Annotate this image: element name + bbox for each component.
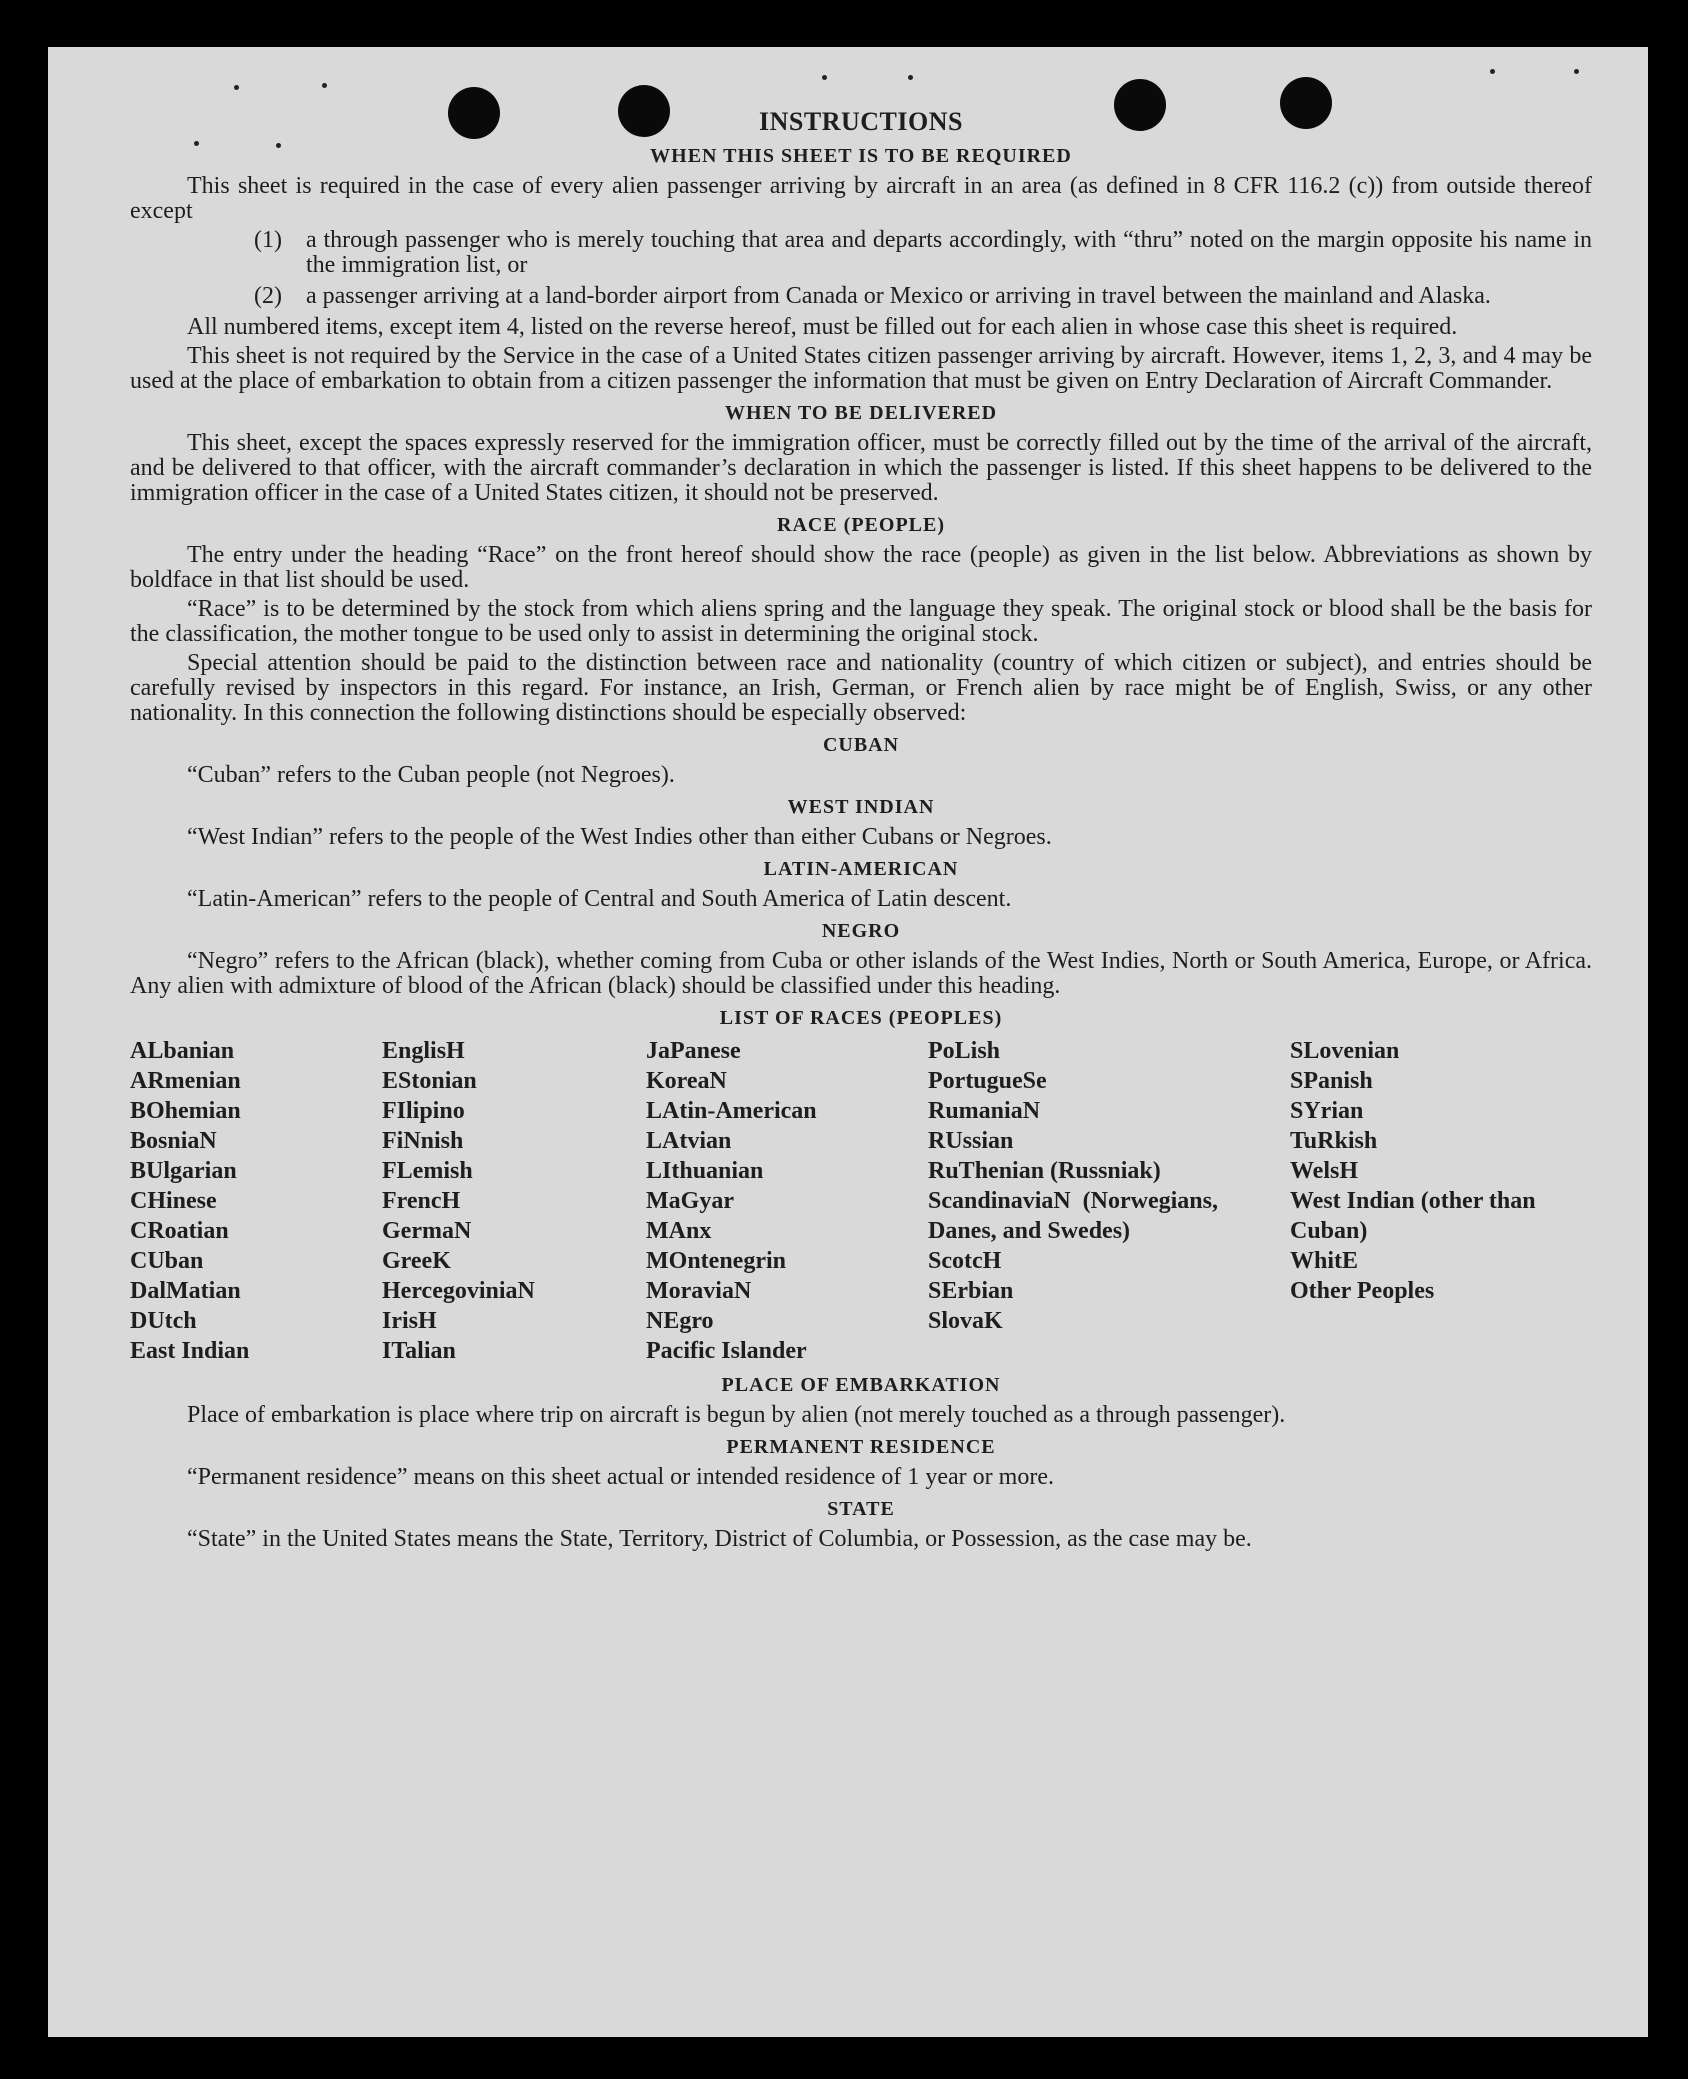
race-item: ITalian <box>382 1338 456 1364</box>
paragraph: “West Indian” refers to the people of the West Indies other than either Cubans or Negroes. <box>187 824 1052 850</box>
section-heading: NEGRO <box>821 920 901 942</box>
race-item: BUlgarian <box>130 1158 237 1184</box>
race-item: CHinese <box>130 1188 217 1214</box>
race-item: LAtin-American <box>646 1098 817 1124</box>
paragraph: Special attention should be paid to the distinction between race and nationality (country of which citizen or subject), and entries should be carefully revised by inspectors in this regard. For instance, an Irish, German, or French alien by race might be of English, Swiss, or any other nationality. In this connection the following distinctions should be especially observed: <box>130 650 1592 726</box>
race-item: Pacific Islander <box>646 1338 807 1364</box>
paragraph: This sheet is required in the case of every alien passenger arriving by aircraft in an area (as defined in 8 CFR 116.2 (c)) from outside thereof except <box>130 173 1592 224</box>
race-item: SlovaK <box>928 1308 1003 1334</box>
list-number: (1) <box>254 227 282 253</box>
section-heading: PERMANENT RESIDENCE <box>726 1436 996 1458</box>
race-item: ScotcH <box>928 1248 1002 1274</box>
race-item: RuThenian (Russniak) <box>928 1158 1161 1184</box>
paragraph: “Negro” refers to the African (black), whether coming from Cuba or other islands of the West Indies, North or South America, Europe, or Africa. Any alien with admixture of blood of the African (black) should be classified under this heading. <box>130 948 1592 999</box>
race-item: EStonian <box>382 1068 477 1094</box>
race-item: MoraviaN <box>646 1278 752 1304</box>
paragraph: This sheet is not required by the Service in the case of a United States citizen passenger arriving by aircraft. However, items 1, 2, 3, and 4 may be used at the place of embarkation to obtain from a citizen passenger the information that must be given on Entry Declaration of Aircraft Commander. <box>130 343 1592 394</box>
section-heading: RACE (PEOPLE) <box>777 514 945 536</box>
section-heading: WHEN TO BE DELIVERED <box>724 402 998 424</box>
document-sheet <box>48 47 1648 2037</box>
paragraph: “Latin-American” refers to the people of Central and South America of Latin descent. <box>187 886 1012 912</box>
speck <box>322 83 327 88</box>
race-item: CUban <box>130 1248 204 1274</box>
race-item: SErbian <box>928 1278 1014 1304</box>
list-number: (2) <box>254 283 282 309</box>
speck <box>1574 69 1579 74</box>
race-column <box>382 1036 646 1366</box>
race-item: EnglisH <box>382 1038 465 1064</box>
paragraph: Place of embarkation is place where trip on aircraft is begun by alien (not merely touched as a through passenger). <box>187 1402 1286 1428</box>
list-text: a passenger arriving at a land-border airport from Canada or Mexico or arriving in travel between the mainland and Alaska. <box>306 283 1491 309</box>
paragraph: This sheet, except the spaces expressly reserved for the immigration officer, must be correctly filled out by the time of the arrival of the aircraft, and be delivered to that officer, with the aircraft commander’s declaration in which the passenger is listed. If this sheet happens to be delivered to the immigration officer in the case of a United States citizen, it should not be preserved. <box>130 430 1592 506</box>
race-item: Other Peoples <box>1290 1278 1435 1304</box>
race-item: RUssian <box>928 1128 1014 1154</box>
paragraph: All numbered items, except item 4, listed on the reverse hereof, must be filled out for each alien in whose case this sheet is required. <box>187 314 1458 340</box>
list-item <box>130 284 1592 309</box>
race-item: BOhemian <box>130 1098 241 1124</box>
race-item: MaGyar <box>646 1188 734 1214</box>
race-item: SYrian <box>1290 1098 1364 1124</box>
section-heading: LIST OF RACES (PEOPLES) <box>719 1007 1003 1029</box>
race-column <box>928 1036 1290 1366</box>
race-column <box>130 1036 382 1366</box>
race-item: ARmenian <box>130 1068 241 1094</box>
speck <box>822 75 827 80</box>
race-item: WelsH <box>1290 1158 1359 1184</box>
race-item: CRoatian <box>130 1218 229 1244</box>
race-item: FIlipino <box>382 1098 465 1124</box>
race-item: FrencH <box>382 1188 461 1214</box>
race-item: RumaniaN <box>928 1098 1041 1124</box>
paragraph: “State” in the United States means the State, Territory, District of Columbia, or Possession, as the case may be. <box>187 1526 1252 1552</box>
race-item: ALbanian <box>130 1038 235 1064</box>
section-heading: LATIN-AMERICAN <box>763 858 959 880</box>
race-item: PortugueSe <box>928 1068 1047 1094</box>
speck <box>234 85 239 90</box>
race-item: GreeK <box>382 1248 451 1274</box>
section-heading: WHEN THIS SHEET IS TO BE REQUIRED <box>650 145 1072 167</box>
race-list <box>130 1036 1592 1366</box>
race-item: KoreaN <box>646 1068 727 1094</box>
race-item: East Indian <box>130 1338 250 1364</box>
race-item: HercegoviniaN <box>382 1278 535 1304</box>
race-item: SLovenian <box>1290 1038 1400 1064</box>
section-heading: PLACE OF EMBARKATION <box>721 1374 1001 1396</box>
race-item: MAnx <box>646 1218 712 1244</box>
race-item: PoLish <box>928 1038 1001 1064</box>
speck <box>1490 69 1495 74</box>
race-item: TuRkish <box>1290 1128 1378 1154</box>
race-item: West Indian (other than Cuban) <box>1290 1188 1536 1244</box>
race-item: NEgro <box>646 1308 714 1334</box>
speck <box>908 75 913 80</box>
race-item: JaPanese <box>646 1038 741 1064</box>
race-item: DalMatian <box>130 1278 241 1304</box>
section-heading: STATE <box>827 1498 895 1520</box>
race-column <box>646 1036 928 1366</box>
paragraph: The entry under the heading “Race” on the front hereof should show the race (people) as given in the list below. Abbreviations as shown by boldface in that list should be used. <box>130 542 1592 593</box>
race-item: IrisH <box>382 1308 437 1334</box>
race-item: WhitE <box>1290 1248 1359 1274</box>
race-item: FLemish <box>382 1158 473 1184</box>
race-item: BosniaN <box>130 1128 217 1154</box>
race-item: ScandinaviaN (Norwegians, Danes, and Swedes) <box>928 1188 1218 1244</box>
race-item: DUtch <box>130 1308 197 1334</box>
section-heading: WEST INDIAN <box>787 796 935 818</box>
race-item: MOntenegrin <box>646 1248 786 1274</box>
race-item: LIthuanian <box>646 1158 764 1184</box>
paragraph: “Race” is to be determined by the stock from which aliens spring and the language they speak. The original stock or blood shall be the basis for the classification, the mother tongue to be used only to assist in determining the original stock. <box>130 596 1592 647</box>
list-item <box>130 228 1592 278</box>
race-item: GermaN <box>382 1218 472 1244</box>
list-text: a through passenger who is merely touching that area and departs accordingly, with “thru” noted on the margin opposite his name in the immigration list, or <box>306 227 1592 278</box>
paragraph: “Permanent residence” means on this sheet actual or intended residence of 1 year or more. <box>187 1464 1054 1490</box>
instructions-content <box>130 107 1592 1556</box>
paragraph: “Cuban” refers to the Cuban people (not Negroes). <box>187 762 675 788</box>
race-item: SPanish <box>1290 1068 1373 1094</box>
page-title: INSTRUCTIONS <box>759 107 963 136</box>
race-column <box>1290 1036 1552 1366</box>
race-item: LAtvian <box>646 1128 732 1154</box>
section-heading: CUBAN <box>822 734 900 756</box>
race-item: FiNnish <box>382 1128 464 1154</box>
